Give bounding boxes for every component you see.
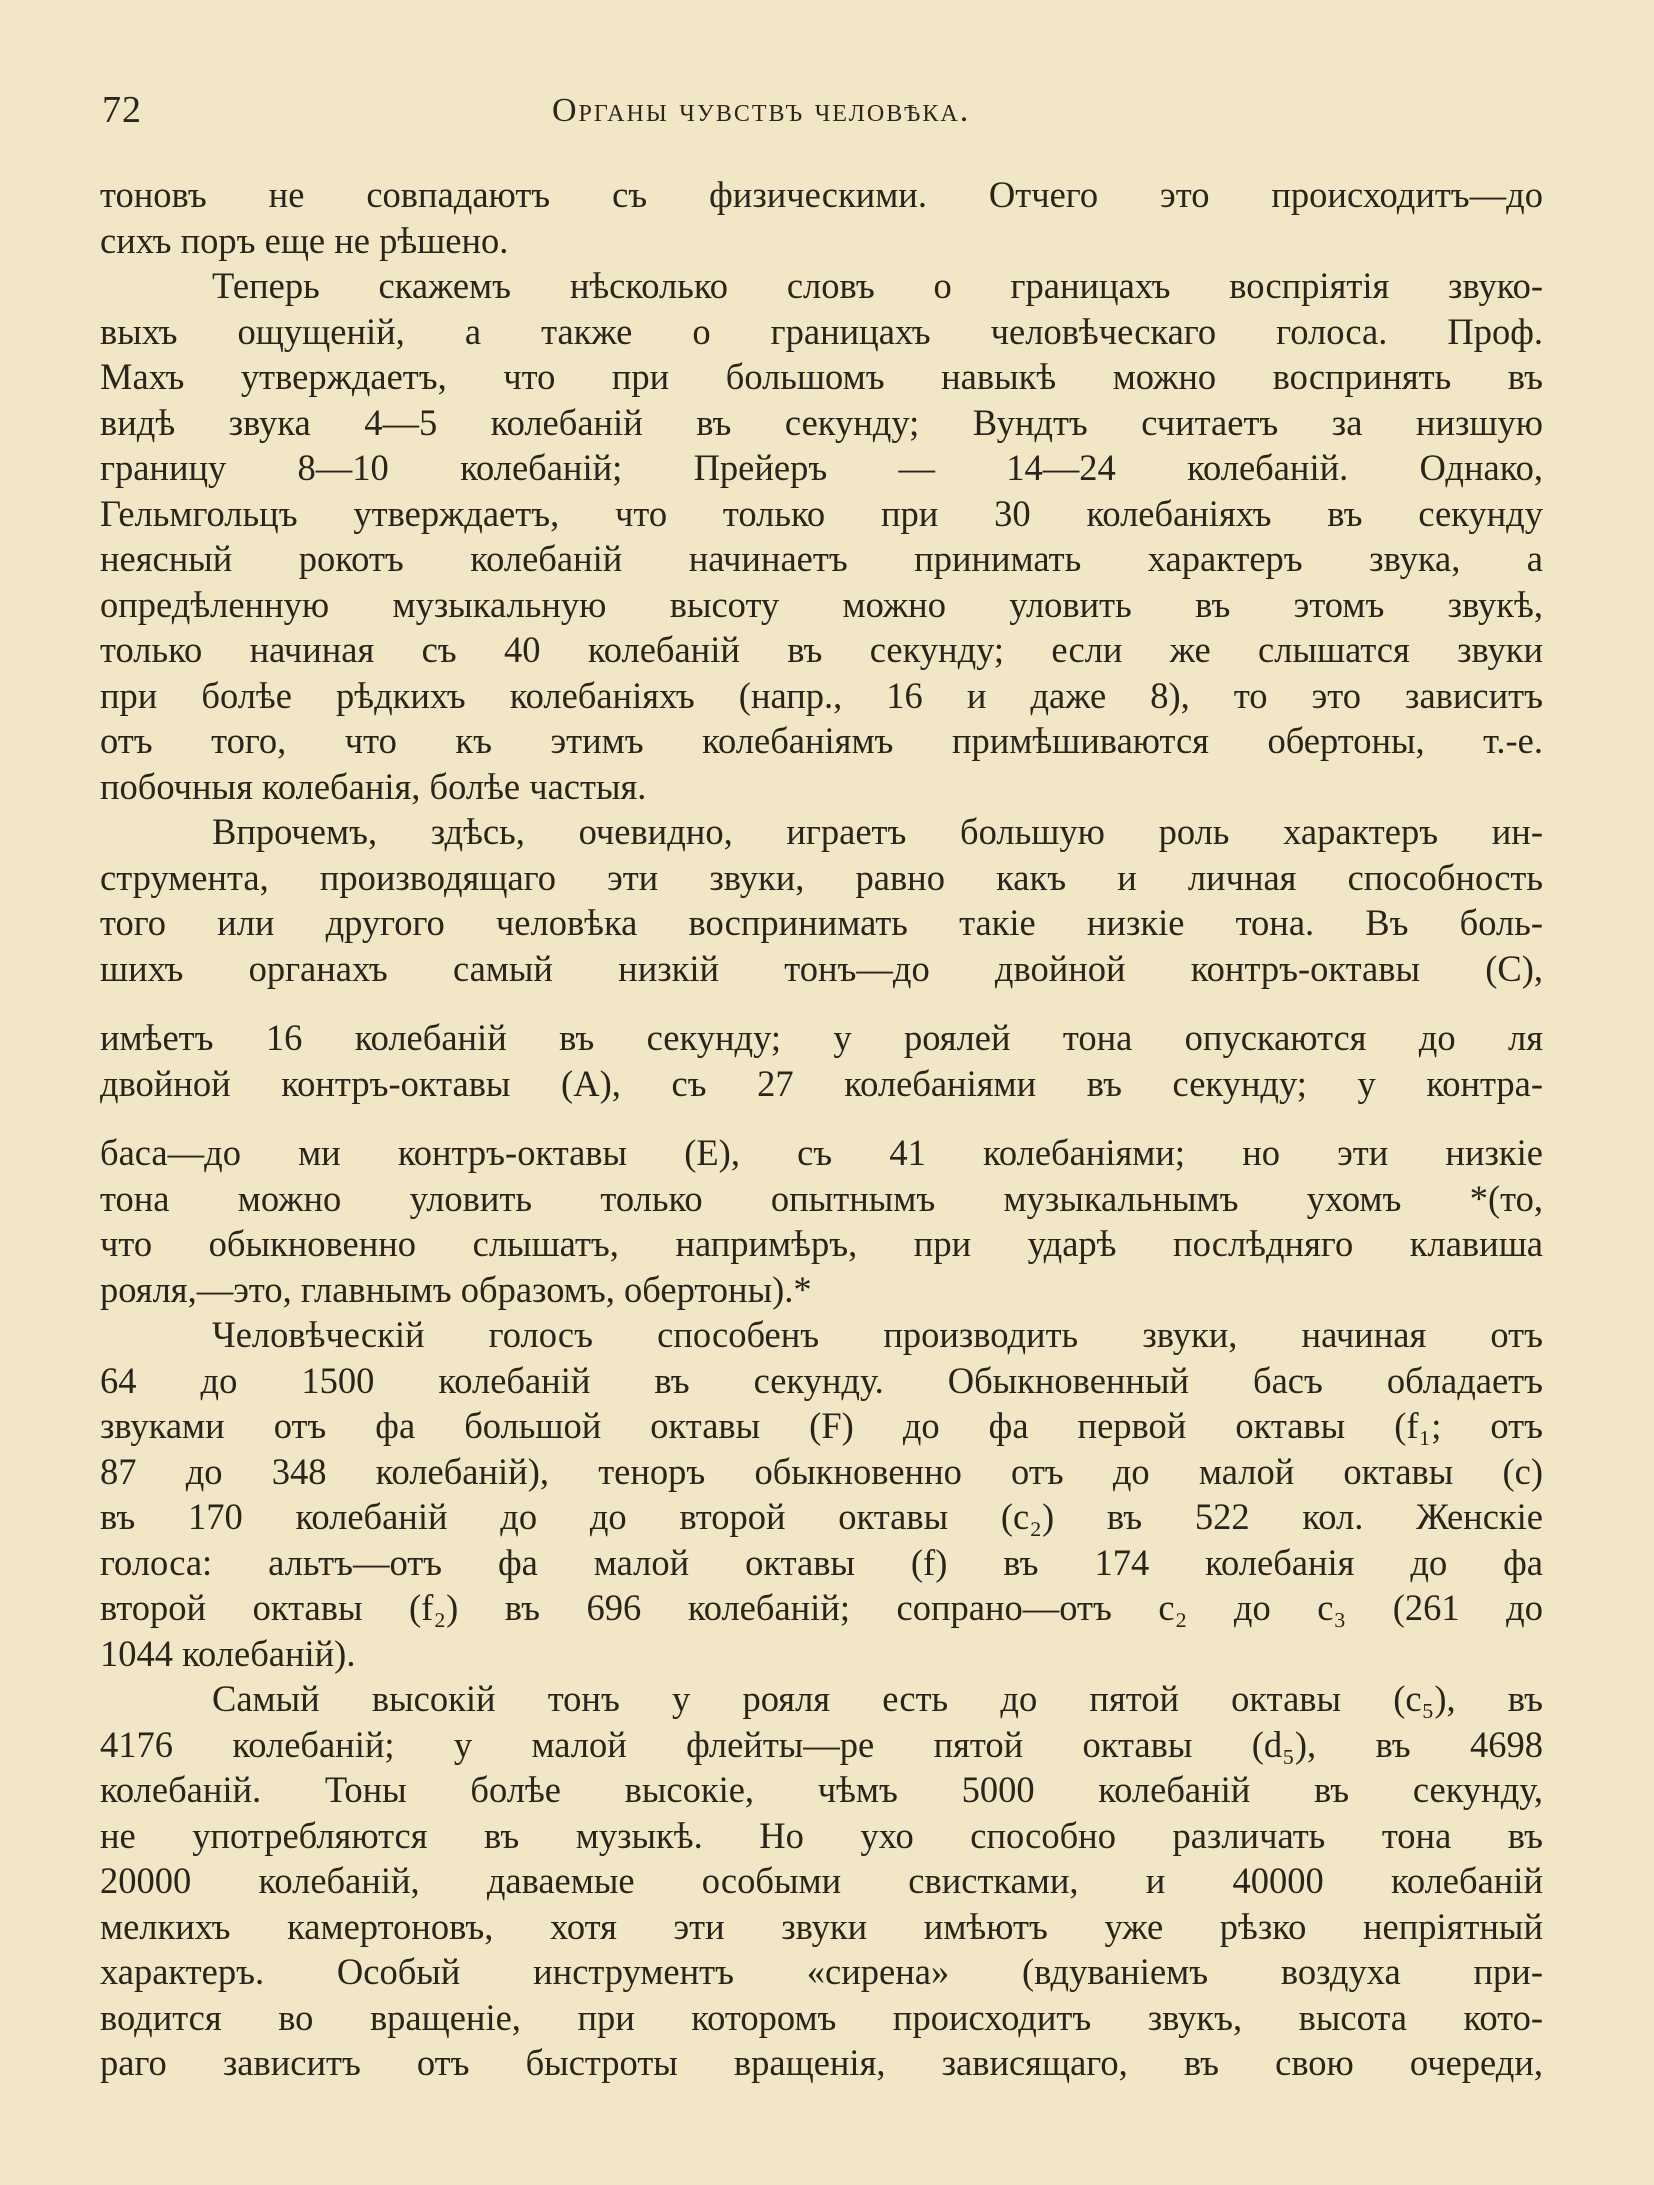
text-line: струмента, производящаго эти звуки, равно какъ и личная способность [100,856,1543,898]
text-line: Махъ утверждаетъ, что при большомъ навыкѣ можно воспринять въ [100,356,1543,397]
text-line: сихъ поръ еще не рѣшено. [100,219,509,261]
text-line: Человѣческій голосъ способенъ производить звуки, начиная отъ [212,1314,1543,1355]
text-line: Самый высокій тонъ у рояля есть до пятой октавы (c₅), въ [212,1678,1543,1719]
text-line: границу 8—10 колебаній; Прейеръ — 14—24 колебаній. Однако, [100,447,1543,488]
text-line: мелкихъ камертоновъ, хотя эти звуки имѣютъ уже рѣзко непріятный [100,1905,1543,1947]
text-line: опредѣленную музыкальную высоту можно уловить въ этомъ звукѣ, [100,583,1543,625]
text-line: тоновъ не совпадаютъ съ физическими. Отчего это происходитъ—до [100,174,1543,215]
text-line: 4176 колебаній; у малой флейты—ре пятой октавы (d₅), въ 4698 [100,1723,1543,1765]
text-line: видѣ звука 4—5 колебаній въ секунду; Вундтъ считаетъ за низшую [100,401,1543,443]
text-line: не употребляются въ музыкѣ. Но ухо способно различать тона въ [100,1814,1543,1856]
text-line: второй октавы (f₂) въ 696 колебаній; сопрано—отъ c₂ до c₃ (261 до [100,1587,1543,1628]
text-line: Впрочемъ, здѣсь, очевидно, играетъ большую роль характеръ ин- [212,811,1543,852]
running-title: Органы чувствъ человѣка. [552,92,971,129]
body-text [100,172,1543,2086]
text-line: рояля,—это, главнымъ образомъ, обертоны).* [100,1268,812,1310]
text-line: голоса: альтъ—отъ фа малой октавы (f) въ 174 колебанія до фа [100,1541,1543,1583]
text-line: неясный рокотъ колебаній начинаетъ принимать характеръ звука, а [100,538,1543,579]
text-line: только начиная съ 40 колебаній въ секунду; если же слышатся звуки [100,629,1543,670]
text-line: 87 до 348 колебаній), теноръ обыкновенно отъ до малой октавы (c) [100,1450,1543,1492]
text-line: побочныя колебанія, болѣе частыя. [100,765,647,807]
text-line: 20000 колебаній, даваемые особыми свистками, и 40000 колебаній [100,1860,1543,1901]
page-header [102,88,1542,138]
text-line: 1044 колебаній). [100,1632,356,1674]
text-line: водится во вращеніе, при которомъ происходитъ звукъ, высота кото- [100,1996,1543,2038]
text-line: отъ того, что къ этимъ колебаніямъ примѣшиваются обертоны, т.-е. [100,720,1543,761]
text-line: въ 170 колебаній до до второй октавы (c₂) въ 522 кол. Женскіе [100,1496,1543,1537]
text-line: при болѣе рѣдкихъ колебаніяхъ (напр., 16 и даже 8), то это зависитъ [100,674,1543,716]
text-line: Гельмгольцъ утверждаетъ, что только при 30 колебаніяхъ въ секунду [100,492,1543,534]
text-line: звуками отъ фа большой октавы (F) до фа первой октавы (f₁; отъ [100,1405,1543,1446]
text-line: баса—до ми контръ-октавы (E), съ 41 колебаніями; но эти низкіе [100,1132,1543,1173]
text-line: колебаній. Тоны болѣе высокіе, чѣмъ 5000 колебаній въ секунду, [100,1769,1543,1810]
text-line: характеръ. Особый инструментъ «сирена» (вдуваніемъ воздуха при- [100,1951,1543,1992]
text-line: что обыкновенно слышатъ, напримѣръ, при ударѣ послѣдняго клавиша [100,1223,1543,1264]
page-number: 72 [102,89,142,131]
text-line: имѣетъ 16 колебаній въ секунду; у роялей тона опускаются до ля [100,1017,1543,1058]
text-line: выхъ ощущеній, а также о границахъ человѣческаго голоса. Проф. [100,310,1543,352]
text-line: тона можно уловить только опытнымъ музыкальнымъ ухомъ *(то, [100,1177,1543,1219]
text-line: двойной контръ-октавы (A), съ 27 колебаніями въ секунду; у контра- [100,1062,1543,1104]
text-line: 64 до 1500 колебаній въ секунду. Обыкновенный басъ обладаетъ [100,1359,1543,1401]
text-line: Теперь скажемъ нѣсколько словъ о границахъ воспріятія звуко- [212,265,1543,306]
text-line: того или другого человѣка воспринимать такіе низкіе тона. Въ боль- [100,902,1543,943]
text-line: шихъ органахъ самый низкій тонъ—до двойной контръ-октавы (C), [100,947,1543,989]
text-line: раго зависитъ отъ быстроты вращенія, зависящаго, въ свою очереди, [100,2042,1543,2083]
